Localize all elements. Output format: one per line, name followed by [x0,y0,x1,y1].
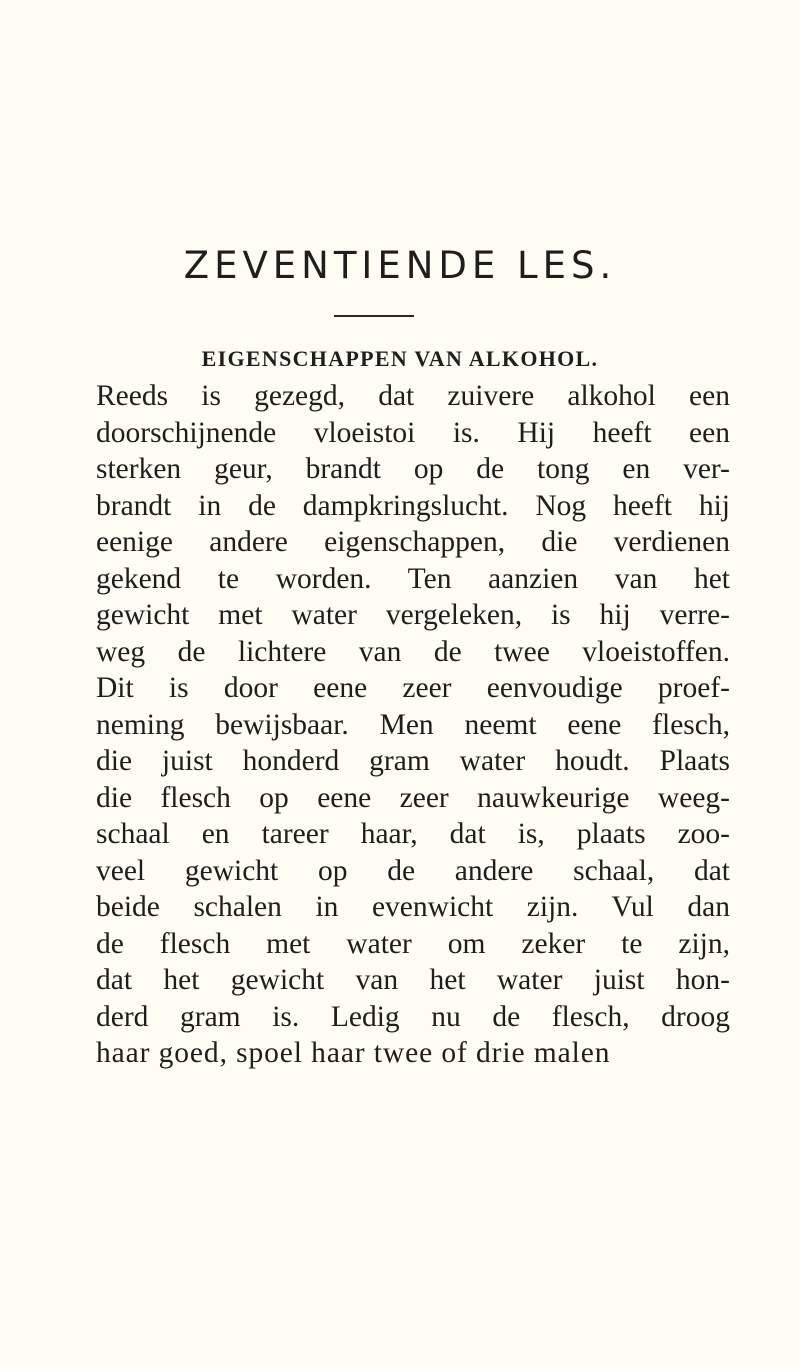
section-heading: EIGENSCHAPPEN VAN ALKOHOL. [201,346,599,371]
text-line: beide schalen in evenwicht zijn. Vul dan [96,891,730,923]
text-line: gewicht met water vergeleken, is hij verre- [96,599,730,631]
text-line: haar goed, spoel haar twee of drie malen [96,1037,611,1069]
chapter-title: ZEVENTIENDE LES. [183,244,617,287]
text-line: Reeds is gezegd, dat zuivere alkohol een [96,380,730,412]
text-line: gekend te worden. Ten aanzien van het [96,562,730,595]
text-line: brandt in de dampkringslucht. Nog heeft hij [96,489,730,522]
text-line: sterken geur, brandt op de tong en ver- [96,453,730,485]
text-line: die flesch op eene zeer nauwkeurige weeg- [96,781,730,814]
text-line: die juist honderd gram water houdt. Plaats [96,745,730,777]
text-line: de flesch met water om zeker te zijn, [96,927,730,960]
text-line: neming bewijsbaar. Men neemt eene flesch, [96,708,730,741]
text-line: schaal en tareer haar, dat is, plaats zoo- [96,818,730,850]
text-line: eenige andere eigenschappen, die verdienen [96,526,730,558]
text-line: doorschijnende vloeistoi is. Hij heeft een [96,416,730,449]
text-line: veel gewicht op de andere schaal, dat [96,854,730,887]
text-line: Dit is door eene zeer eenvoudige proef- [96,672,730,704]
text-line: dat het gewicht van het water juist hon- [96,964,730,996]
text-line: weg de lichtere van de twee vloeistoffen. [96,635,730,668]
title-divider [334,315,414,317]
body-paragraph [96,378,730,1072]
text-line: derd gram is. Ledig nu de flesch, droog [96,1000,730,1033]
